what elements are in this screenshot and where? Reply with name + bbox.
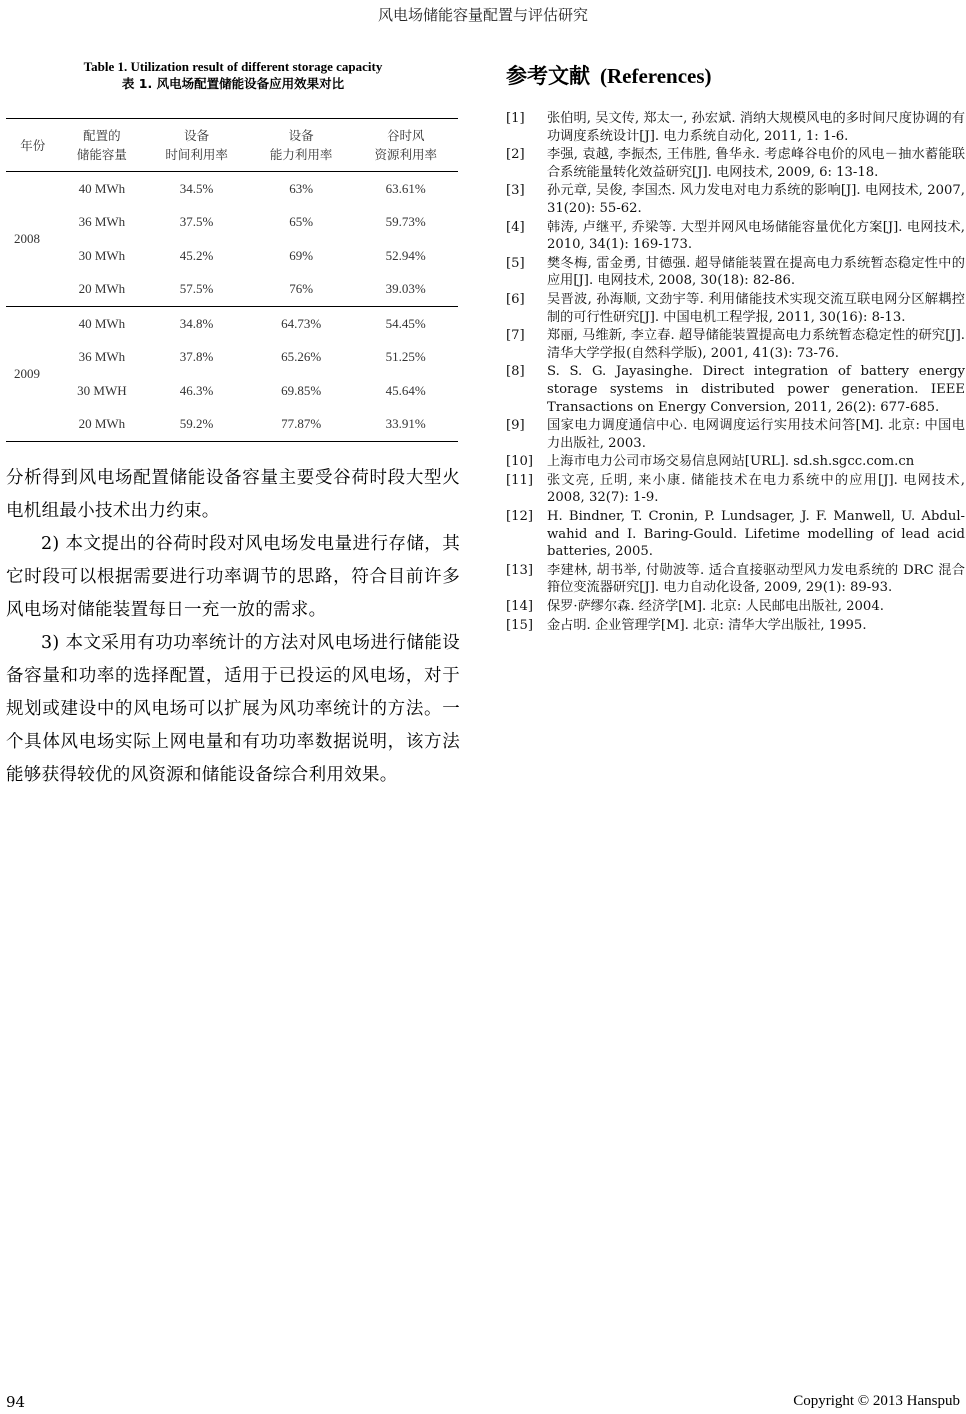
table-cell: 76% xyxy=(289,281,314,297)
header-capacity: 配置的 储能容量 xyxy=(76,128,127,162)
table-row xyxy=(6,273,458,307)
table-cell: 77.87% xyxy=(281,416,322,432)
table-cell: 64.73% xyxy=(281,315,322,331)
table-row xyxy=(6,408,458,442)
table-row xyxy=(6,307,458,341)
table-cell: 69% xyxy=(289,247,314,263)
reference-text: 郑丽, 马维新, 李立春. 超导储能装置提高电力系统暂态稳定性的研究[J]. 清华大学学报(自然科学版), 2001, 41(3): 73-76. xyxy=(547,328,965,361)
reference-item xyxy=(506,472,965,507)
table-cell: 45.64% xyxy=(385,382,426,398)
reference-number: [6] xyxy=(506,291,525,307)
reference-item xyxy=(506,598,965,616)
reference-number: [13] xyxy=(506,562,534,578)
paragraph: 3) 本文采用有功功率统计的方法对风电场进行储能设备容量和功率的选择配置，适用于已投运的风电场，对于规划或建设中的风电场可以扩展为风功率统计的方法。一个具体风电场实际上网电量和有功功率数据说明，该方法能够获得较优的风资源和储能设备综合利用效果。 xyxy=(6,633,460,785)
reference-text: 张伯明, 吴文传, 郑太一, 孙宏斌. 消纳大规模风电的多时间尺度协调的有功调度系统设计[J]. 电力系统自动化, 2011, 1: 1-6. xyxy=(547,111,965,144)
reference-text: 吴晋波, 孙海顺, 文劲宇等. 利用储能技术实现交流互联电网分区解耦控制的可行性研究[J]. 中国电机工程学报, 2011, 30(16): 8-13. xyxy=(547,291,965,325)
table-cell: 37.8% xyxy=(179,349,214,365)
copyright-notice: Copyright © 2013 Hanspub xyxy=(793,1393,960,1409)
reference-item xyxy=(506,453,965,471)
table-cell: 34.5% xyxy=(179,180,214,196)
reference-text: H. Bindner, T. Cronin, P. Lundsager, J. F. Manwell, U. Abdul-wahid and I. Baring-Gould. Lifetime modelling of lead acid batteries, 2005. xyxy=(547,509,965,560)
table-group-2009 xyxy=(6,307,458,442)
table-cell: 69.85% xyxy=(281,382,322,398)
reference-number: [5] xyxy=(506,255,525,271)
reference-number: [9] xyxy=(506,418,525,434)
reference-text: 金占明. 企业管理学[M]. 北京: 清华大学出版社, 1995. xyxy=(547,617,867,633)
header-time-utilization: 设备 时间利用率 xyxy=(165,128,228,162)
paragraph: 2) 本文提出的谷荷时段对风电场发电量进行存储，其它时段可以根据需要进行功率调节的思路，符合目前许多风电场对储能装置每日一充一放的需求。 xyxy=(6,534,460,620)
table-header-row xyxy=(6,119,458,172)
table-cell: 39.03% xyxy=(385,281,426,297)
reference-number: [14] xyxy=(506,599,534,615)
year-cell: 2009 xyxy=(14,366,40,381)
running-header: 风电场储能容量配置与评估研究 xyxy=(377,6,588,24)
table-row xyxy=(6,172,458,206)
header-year: 年份 xyxy=(20,137,46,153)
utilization-table xyxy=(6,118,458,442)
table-cell: 54.45% xyxy=(385,315,426,331)
table-caption-cn: 表 1. 风电场配置储能设备应用效果对比 xyxy=(121,76,345,91)
references-heading-cn: 参考文献 xyxy=(506,64,590,88)
table-caption xyxy=(6,58,460,92)
table-row xyxy=(6,374,458,408)
reference-text: 上海市电力公司市场交易信息网站[URL]. sd.sh.sgcc.com.cn xyxy=(547,454,915,470)
table-cell: 63.61% xyxy=(385,180,426,196)
table-cell: 37.5% xyxy=(179,214,214,230)
table-caption-en: Table 1. Utilization result of different storage capacity xyxy=(83,59,383,74)
reference-text: 樊冬梅, 雷金勇, 甘德强. 超导储能装置在提高电力系统暂态稳定性中的应用[J]. 电网技术, 2008, 30(18): 82-86. xyxy=(547,255,965,289)
reference-item xyxy=(506,327,965,362)
reference-number: [12] xyxy=(506,509,534,525)
reference-item xyxy=(506,255,965,290)
table-cell: 45.2% xyxy=(179,247,214,263)
table-cell: 65% xyxy=(289,214,314,230)
header-wind-utilization: 谷时风 资源利用率 xyxy=(374,128,437,162)
table-cell: 20 MWh xyxy=(78,416,126,432)
reference-text: 张文亮, 丘明, 来小康. 储能技术在电力系统中的应用[J]. 电网技术, 2008, 32(7): 1-9. xyxy=(547,472,965,506)
reference-number: [1] xyxy=(506,111,525,126)
reference-item xyxy=(506,417,965,452)
table-cell: 40 MWh xyxy=(78,315,126,331)
table-cell: 34.8% xyxy=(179,315,214,331)
references-heading xyxy=(506,60,965,90)
table-cell: 46.3% xyxy=(179,382,214,398)
table-cell: 40 MWh xyxy=(78,180,126,196)
reference-text: 李强, 袁越, 李振杰, 王伟胜, 鲁华永. 考虑峰谷电价的风电－抽水蓄能联合系统能量转化效益研究[J]. 电网技术, 2009, 6: 13-18. xyxy=(547,147,965,180)
reference-item xyxy=(506,146,965,181)
reference-item xyxy=(506,617,965,635)
reference-text: 韩涛, 卢继平, 乔梁等. 大型并网风电场储能容量优化方案[J]. 电网技术, 2010, 34(1): 169-173. xyxy=(547,219,965,253)
conclusion-text xyxy=(6,462,460,792)
reference-item xyxy=(506,363,965,416)
reference-text: 国家电力调度通信中心. 电网调度运行实用技术问答[M]. 北京: 中国电力出版社, 2003. xyxy=(547,418,965,451)
page-number: 94 xyxy=(6,1393,26,1411)
table-cell: 20 MWh xyxy=(78,281,126,297)
reference-text: 孙元章, 吴俊, 李国杰. 风力发电对电力系统的影响[J]. 电网技术, 2007, 31(20): 55-62. xyxy=(547,183,965,216)
reference-number: [7] xyxy=(506,328,525,344)
reference-number: [8] xyxy=(506,364,525,380)
reference-item xyxy=(506,508,965,561)
reference-number: [4] xyxy=(506,219,525,235)
table-cell: 52.94% xyxy=(385,247,426,263)
year-cell: 2008 xyxy=(14,231,40,246)
table-cell: 51.25% xyxy=(385,349,426,365)
reference-number: [2] xyxy=(506,147,525,163)
right-column xyxy=(506,58,965,635)
table-cell: 59.73% xyxy=(385,214,426,230)
references-list xyxy=(506,110,965,634)
reference-number: [15] xyxy=(506,617,534,633)
reference-item xyxy=(506,291,965,326)
reference-number: [3] xyxy=(506,183,525,199)
table-cell: 36 MWh xyxy=(78,349,126,365)
reference-text: S. S. G. Jayasinghe. Direct integration of battery energy storage systems in distributed power generation. IEEE Transactions on Energy Conversion, 2011, 26(2): 677-685. xyxy=(547,364,965,415)
reference-item xyxy=(506,110,965,145)
table-cell: 57.5% xyxy=(179,281,214,297)
table-cell: 59.2% xyxy=(179,416,214,432)
reference-item xyxy=(506,562,965,597)
table-cell: 33.91% xyxy=(385,416,426,432)
table-cell: 30 MWH xyxy=(77,382,127,398)
reference-number: [10] xyxy=(506,454,534,470)
reference-number: [11] xyxy=(506,472,534,488)
table-group-2008 xyxy=(6,172,458,307)
reference-text: 保罗·萨缪尔森. 经济学[M]. 北京: 人民邮电出版社, 2004. xyxy=(547,599,884,615)
header-capacity-utilization: 设备 能力利用率 xyxy=(269,128,333,162)
table-cell: 30 MWh xyxy=(78,247,126,263)
reference-item xyxy=(506,219,965,254)
table-row xyxy=(6,341,458,375)
table-row xyxy=(6,239,458,273)
reference-text: 李建林, 胡书举, 付勋波等. 适合直接驱动型风力发电系统的 DRC 混合箝位变流器研究[J]. 电力自动化设备, 2009, 29(1): 89-93. xyxy=(547,562,965,596)
table-cell: 36 MWh xyxy=(78,214,126,230)
reference-item xyxy=(506,182,965,217)
references-heading-en: (References) xyxy=(600,64,712,88)
paragraph: 分析得到风电场配置储能设备容量主要受谷荷时段大型火电机组最小技术出力约束。 xyxy=(6,468,460,521)
table-row xyxy=(6,206,458,240)
left-column xyxy=(6,58,460,792)
table-cell: 65.26% xyxy=(281,349,322,365)
table-cell: 63% xyxy=(289,180,314,196)
